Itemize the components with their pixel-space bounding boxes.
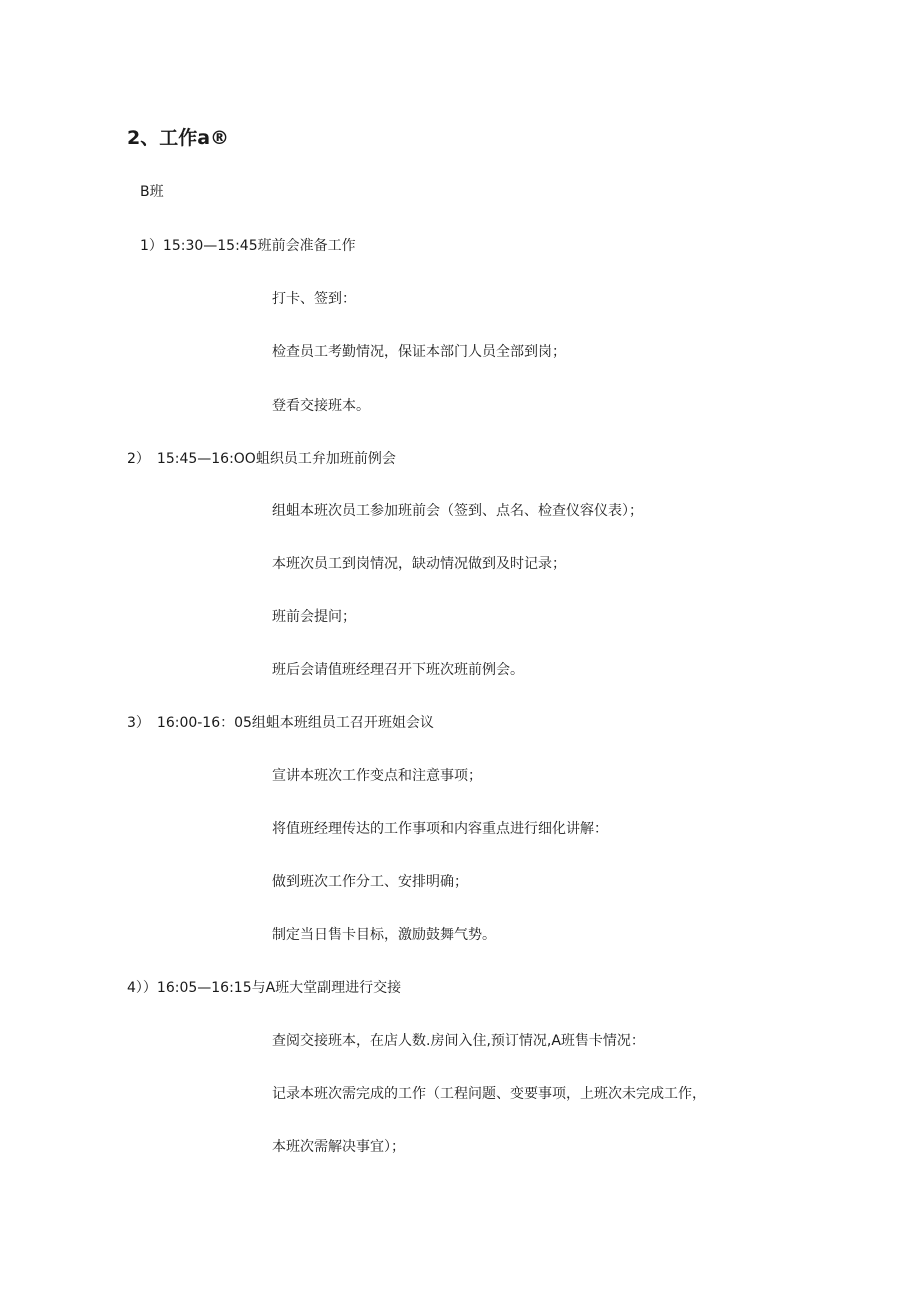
step-3-item-2: 将值班经理传达的工作事项和内容重点进行细化讲解： bbox=[272, 821, 608, 837]
step-2-item-1: 组蛆本班次员工参加班前会（签到、点名、检查仪容仪表）； bbox=[272, 503, 643, 519]
shift-label: B班 bbox=[140, 184, 164, 200]
step-2-item-4: 班后会请值班经理召开下班次班前例会。 bbox=[272, 662, 524, 678]
step-4-item-3: 本班次需解决事宜）； bbox=[272, 1139, 405, 1155]
step-4-item-2: 记录本班次需完成的工作（工程问题、变要事项，上班次未完成工作， bbox=[272, 1086, 706, 1102]
step-4-title: 4））16:05—16:15与A班大堂副理进行交接 bbox=[127, 980, 402, 996]
step-3-item-3: 做到班次工作分工、安排明确； bbox=[272, 874, 468, 890]
step-2-title: 2） 15:45—16:OO蛆织员工弁加班前例会 bbox=[127, 451, 396, 467]
step-3-title: 3） 16:00-16：05组蛆本班组员工召开班姐会议 bbox=[127, 715, 434, 731]
step-1-title: 1）15:30—15:45班前会准备工作 bbox=[140, 238, 356, 254]
step-2-item-2: 本班次员工到岗情况，缺动情况做到及时记录； bbox=[272, 556, 566, 572]
step-3-item-4: 制定当日售卡目标，激励鼓舞气势。 bbox=[272, 927, 496, 943]
step-1-item-1: 打卡、签到： bbox=[272, 291, 356, 307]
step-4-item-1: 查阅交接班本，在店人数.房间入住,预订情况,A班售卡情况： bbox=[272, 1033, 645, 1049]
step-2-item-3: 班前会提问； bbox=[272, 609, 356, 625]
step-1-item-3: 登看交接班本。 bbox=[272, 398, 370, 414]
section-heading: 2、工作a® bbox=[127, 127, 230, 149]
step-3-item-1: 宣讲本班次工作变点和注意事项； bbox=[272, 768, 482, 784]
step-1-item-2: 检查员工考勤情况，保证本部门人员全部到岗； bbox=[272, 344, 566, 360]
